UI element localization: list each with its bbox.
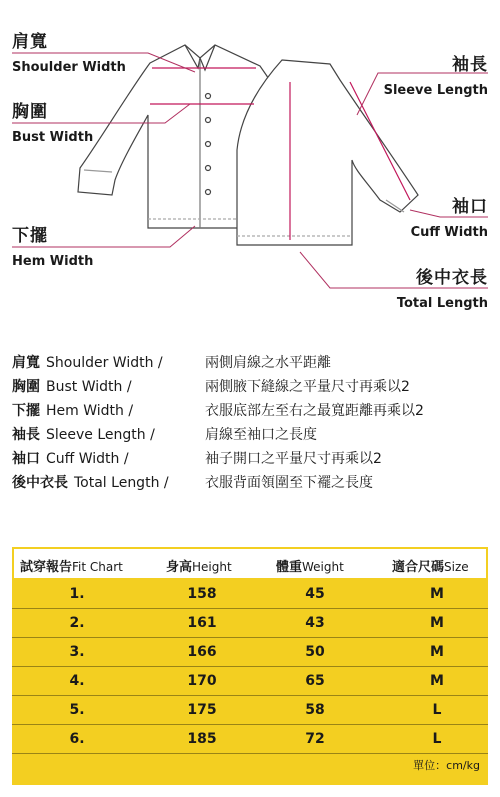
row-weight: 45 <box>305 586 325 602</box>
label-cuff-width <box>411 192 488 240</box>
term-en: Sleeve Length / <box>46 427 155 443</box>
header-zh: 試穿報告 <box>20 560 73 575</box>
definition-desc: 肩線至袖口之長度 <box>205 427 317 443</box>
header-zh: 適合尺碼 <box>392 560 445 575</box>
row-size: M <box>430 586 444 602</box>
label-en: Shoulder Width <box>12 60 126 75</box>
row-height: 170 <box>187 673 217 689</box>
label-zh: 胸圍 <box>12 102 48 122</box>
table-row <box>12 725 488 754</box>
definition-row <box>12 376 492 400</box>
table-row <box>12 638 488 667</box>
row-weight: 72 <box>305 731 325 747</box>
row-height: 175 <box>187 702 217 718</box>
term-zh: 胸圍 <box>12 379 40 395</box>
label-en: Bust Width <box>12 130 94 145</box>
label-en: Sleeve Length <box>383 83 488 98</box>
header-weight <box>276 556 344 575</box>
label-en: Hem Width <box>12 254 94 269</box>
label-sleeve-length <box>384 50 488 98</box>
definition-desc: 兩側肩線之水平距離 <box>205 355 331 371</box>
definition-term <box>12 448 129 468</box>
table-row <box>12 696 488 725</box>
term-zh: 後中衣長 <box>12 475 68 491</box>
unit-note: 單位：cm/kg <box>413 759 480 772</box>
row-number: 4. <box>69 673 85 689</box>
term-zh: 袖長 <box>12 427 40 443</box>
definition-row <box>12 448 492 472</box>
label-shoulder-width <box>12 27 126 75</box>
label-hem-width <box>12 221 93 269</box>
header-fit-chart <box>20 556 123 575</box>
row-height: 161 <box>187 615 217 631</box>
definition-row <box>12 352 492 376</box>
definition-row <box>12 472 492 496</box>
header-en: Fit Chart <box>72 560 123 574</box>
term-en: Hem Width / <box>46 403 134 419</box>
label-zh: 後中衣長 <box>416 268 488 288</box>
term-zh: 袖口 <box>12 451 40 467</box>
row-weight: 58 <box>305 702 325 718</box>
term-zh: 肩寬 <box>12 355 40 371</box>
definition-desc: 衣服底部左至右之最寬距離再乘以2 <box>205 403 424 419</box>
table-row <box>12 609 488 638</box>
label-zh: 肩寬 <box>12 32 48 52</box>
header-zh: 身高 <box>166 560 193 575</box>
measurement-definitions <box>12 352 492 496</box>
label-zh: 袖長 <box>452 55 488 75</box>
definition-desc: 衣服背面領圍至下襬之長度 <box>205 475 373 491</box>
definition-row <box>12 400 492 424</box>
row-weight: 65 <box>305 673 325 689</box>
row-number: 2. <box>69 615 85 631</box>
row-height: 166 <box>187 644 217 660</box>
size-diagram <box>0 0 500 330</box>
row-size: L <box>432 702 442 718</box>
definition-term <box>12 472 169 492</box>
definition-term <box>12 352 163 372</box>
term-zh: 下擺 <box>12 403 40 419</box>
label-total-length <box>397 263 488 311</box>
header-size <box>392 556 469 575</box>
header-en: Weight <box>302 560 344 574</box>
definition-desc: 兩側腋下縫線之平量尺寸再乘以2 <box>205 379 410 395</box>
label-zh: 下擺 <box>12 226 48 246</box>
term-en: Total Length / <box>74 475 169 491</box>
row-number: 5. <box>69 702 85 718</box>
row-size: M <box>430 615 444 631</box>
header-en: Height <box>192 560 232 574</box>
row-height: 185 <box>187 731 217 747</box>
label-en: Total Length <box>396 296 488 311</box>
header-zh: 體重 <box>276 560 303 575</box>
term-en: Shoulder Width / <box>46 355 163 371</box>
label-zh: 袖口 <box>452 197 488 217</box>
table-row <box>12 667 488 696</box>
row-height: 158 <box>187 586 217 602</box>
table-row <box>12 580 488 609</box>
fit-chart-header <box>12 547 488 580</box>
row-size: L <box>432 731 442 747</box>
header-en: Size <box>444 560 469 574</box>
fit-chart-table <box>12 547 488 785</box>
label-en: Cuff Width <box>410 225 488 240</box>
term-en: Cuff Width / <box>46 451 129 467</box>
term-en: Bust Width / <box>46 379 132 395</box>
definition-desc: 袖子開口之平量尺寸再乘以2 <box>205 451 382 467</box>
row-weight: 43 <box>305 615 325 631</box>
definition-term <box>12 424 155 444</box>
definition-row <box>12 424 492 448</box>
row-weight: 50 <box>305 644 325 660</box>
definition-term <box>12 400 133 420</box>
row-number: 1. <box>69 586 85 602</box>
definition-term <box>12 376 132 396</box>
header-height <box>166 556 232 575</box>
row-number: 3. <box>69 644 85 660</box>
row-size: M <box>430 644 444 660</box>
label-bust-width <box>12 97 93 145</box>
row-size: M <box>430 673 444 689</box>
row-number: 6. <box>69 731 85 747</box>
